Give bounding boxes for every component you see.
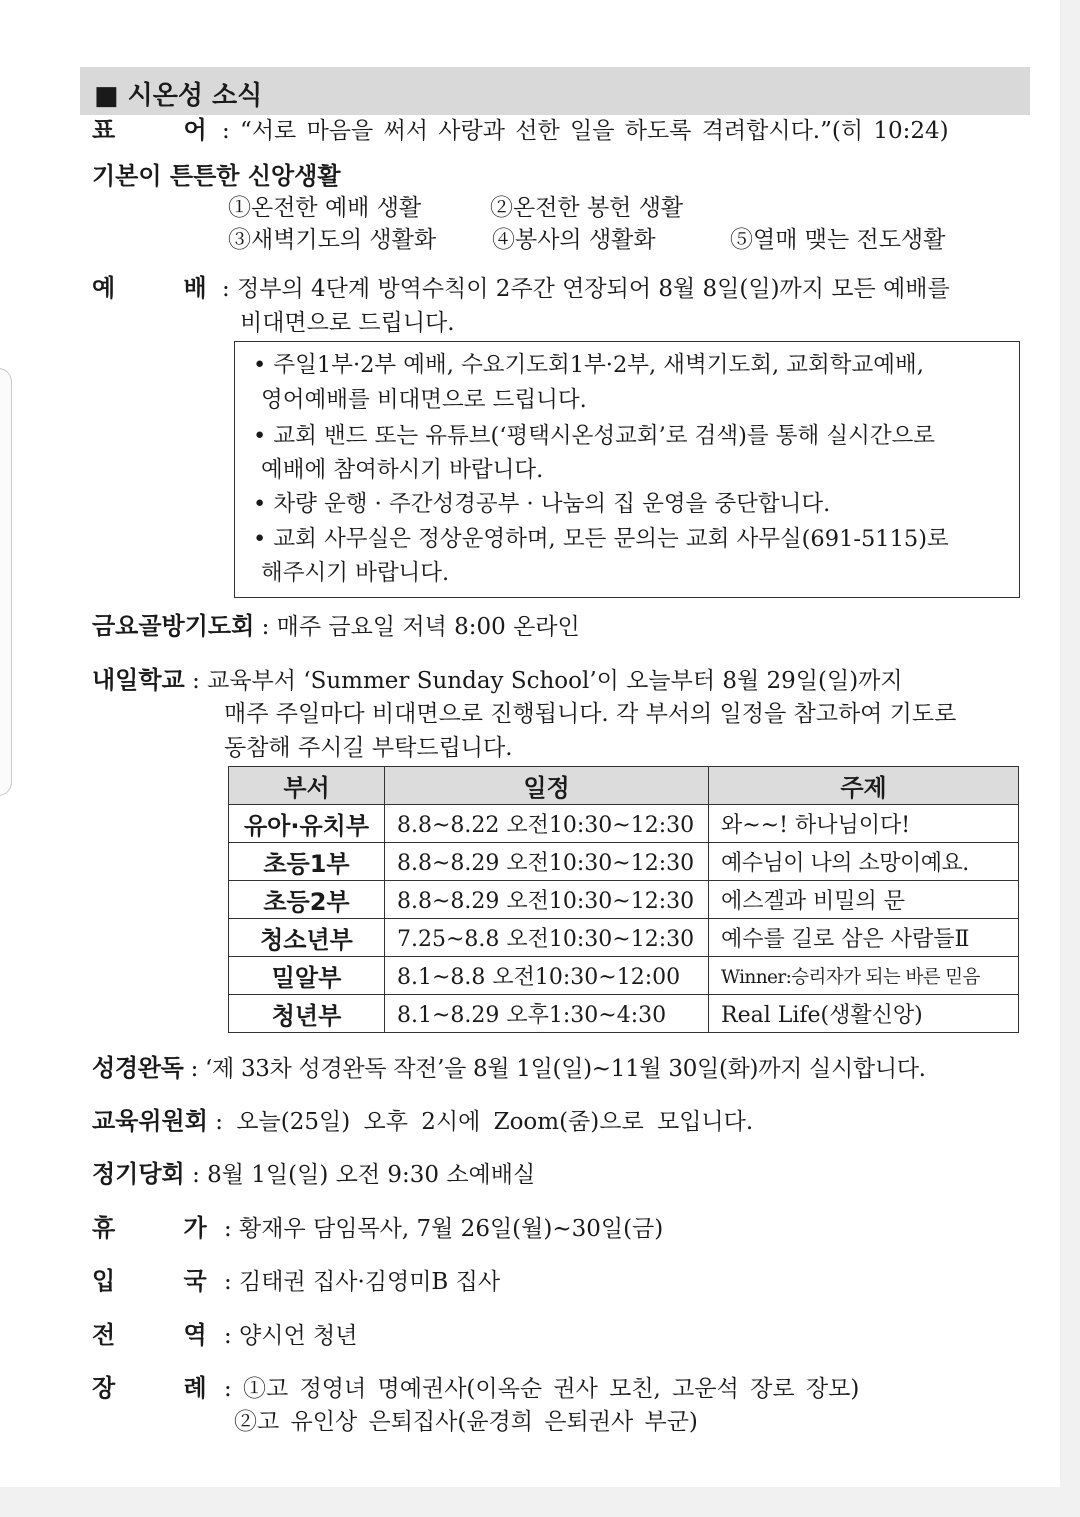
faith-life-item: ①온전한 예배 생활 <box>228 195 422 221</box>
worship-notice-box <box>234 341 1020 598</box>
worship-text-cont: 비대면으로 드립니다. <box>240 310 455 336</box>
faith-life-item: ④봉사의 생활화 <box>492 227 656 253</box>
column-header: 일정 <box>385 767 709 805</box>
notice-line: 해주시기 바랍니다. <box>261 560 450 586</box>
bible-reading-label: 성경완독 <box>92 1054 184 1082</box>
education-committee-row <box>92 1105 753 1138</box>
regular-meeting-text: : 8월 1일(일) 오전 9:30 소예배실 <box>192 1162 536 1188</box>
motto-text: : “서로 마음을 써서 사랑과 선한 일을 하도록 격려합시다.”(히 10:24) <box>222 118 949 144</box>
tomorrow-school-label: 내일학교 <box>92 666 185 694</box>
schedule-cell: 8.8~8.29 오전10:30~12:30 <box>385 881 709 919</box>
notice-line: • 교회 밴드 또는 유튜브(‘평택시온성교회’로 검색)를 통해 실시간으로 <box>253 423 936 449</box>
column-header: 부서 <box>229 767 385 805</box>
theme-cell: 예수를 길로 삼은 사람들Ⅱ <box>709 919 1019 957</box>
schedule-cell: 8.1~8.29 오후1:30~4:30 <box>385 995 709 1033</box>
schedule-cell: 8.8~8.29 오전10:30~12:30 <box>385 843 709 881</box>
notice-line: 영어예배를 비대면으로 드립니다. <box>261 387 587 413</box>
friday-prayer-text: : 매주 금요일 저녁 8:00 온라인 <box>261 614 580 640</box>
column-header: 주제 <box>709 767 1019 805</box>
faith-life-item: ②온전한 봉헌 생활 <box>490 195 684 221</box>
faith-life-item: ⑤열매 맺는 전도생활 <box>730 227 946 253</box>
theme-cell: 와~~! 하나님이다! <box>709 805 1019 843</box>
dept-cell: 청소년부 <box>229 919 385 957</box>
funeral-row <box>92 1372 859 1405</box>
dept-cell: 유아·유치부 <box>229 805 385 843</box>
education-committee-label: 교육위원회 <box>92 1107 208 1135</box>
schedule-cell: 7.25~8.8 오전10:30~12:30 <box>385 919 709 957</box>
section-header <box>80 67 1030 115</box>
education-committee-text: : 오늘(25일) 오후 2시에 Zoom(줌)으로 모입니다. <box>215 1109 754 1135</box>
table-row <box>229 881 1019 919</box>
tomorrow-school-text: : 교육부서 ‘Summer Sunday School’이 오늘부터 8월 29일(일)까지 <box>192 668 903 694</box>
notice-line: 예배에 참여하시기 바랍니다. <box>261 457 544 483</box>
faith-life-heading: 기본이 튼튼한 신앙생활 <box>92 162 341 190</box>
table-row <box>229 843 1019 881</box>
tomorrow-school-row <box>92 664 903 697</box>
table-row <box>229 995 1019 1033</box>
bible-reading-row <box>92 1052 926 1085</box>
bible-reading-text: : ‘제 33차 성경완독 작전’을 8월 1일(일)~11월 30일(화)까지 실시합니다. <box>190 1056 926 1082</box>
motto-label: 표 어 <box>92 116 207 144</box>
discharge-row <box>92 1319 357 1352</box>
theme-cell: Winner:승리자가 되는 바른 믿음 <box>709 957 1019 995</box>
notice-line: • 차량 운행 · 주간성경공부 · 나눔의 집 운영을 중단합니다. <box>253 491 831 517</box>
table-header-row <box>229 767 1019 805</box>
vacation-row <box>92 1212 663 1245</box>
friday-prayer-label: 금요골방기도회 <box>92 612 255 640</box>
worship-row <box>92 272 950 305</box>
table-row <box>229 919 1019 957</box>
school-schedule-table <box>228 766 1019 1033</box>
faith-life-item: ③새벽기도의 생활화 <box>228 227 437 253</box>
motto-row <box>92 114 949 147</box>
vacation-label: 휴 가 <box>92 1214 207 1242</box>
entry-text: : 김태권 집사·김영미B 집사 <box>224 1269 501 1295</box>
friday-prayer-row <box>92 610 580 643</box>
worship-text: : 정부의 4단계 방역수칙이 2주간 연장되어 8월 8일(일)까지 모든 예배를 <box>222 276 950 302</box>
regular-meeting-label: 정기당회 <box>92 1160 185 1188</box>
worship-label: 예 배 <box>92 274 207 302</box>
section-title: ■ 시온성 소식 <box>94 81 263 111</box>
dept-cell: 청년부 <box>229 995 385 1033</box>
dept-cell: 초등1부 <box>229 843 385 881</box>
dept-cell: 밀알부 <box>229 957 385 995</box>
entry-label: 입 국 <box>92 1267 207 1295</box>
table-row <box>229 805 1019 843</box>
funeral-text-cont: ②고 유인상 은퇴집사(윤경희 은퇴권사 부군) <box>234 1409 698 1435</box>
regular-meeting-row <box>92 1158 535 1191</box>
tomorrow-school-text-cont: 동참해 주시길 부탁드립니다. <box>224 735 513 761</box>
schedule-cell: 8.1~8.8 오전10:30~12:00 <box>385 957 709 995</box>
dept-cell: 초등2부 <box>229 881 385 919</box>
discharge-text: : 양시언 청년 <box>224 1323 358 1349</box>
theme-cell: Real Life(생활신앙) <box>709 995 1019 1033</box>
theme-cell: 에스겔과 비밀의 문 <box>709 881 1019 919</box>
table-row <box>229 957 1019 995</box>
theme-cell: 예수님이 나의 소망이예요. <box>709 843 1019 881</box>
vacation-text: : 황재우 담임목사, 7월 26일(월)~30일(금) <box>224 1216 664 1242</box>
discharge-label: 전 역 <box>92 1321 207 1349</box>
side-scroll-tab[interactable] <box>0 368 12 796</box>
funeral-text: : ①고 정영녀 명예권사(이옥순 권사 모친, 고운석 장로 장모) <box>224 1376 860 1402</box>
tomorrow-school-text-cont: 매주 주일마다 비대면으로 진행됩니다. 각 부서의 일정을 참고하여 기도로 <box>224 701 957 727</box>
schedule-cell: 8.8~8.22 오전10:30~12:30 <box>385 805 709 843</box>
funeral-label: 장 례 <box>92 1374 207 1402</box>
entry-row <box>92 1265 500 1298</box>
notice-line: • 주일1부·2부 예배, 수요기도회1부·2부, 새벽기도회, 교회학교예배, <box>253 352 924 378</box>
notice-line: • 교회 사무실은 정상운영하며, 모든 문의는 교회 사무실(691-5115)로 <box>253 526 949 552</box>
